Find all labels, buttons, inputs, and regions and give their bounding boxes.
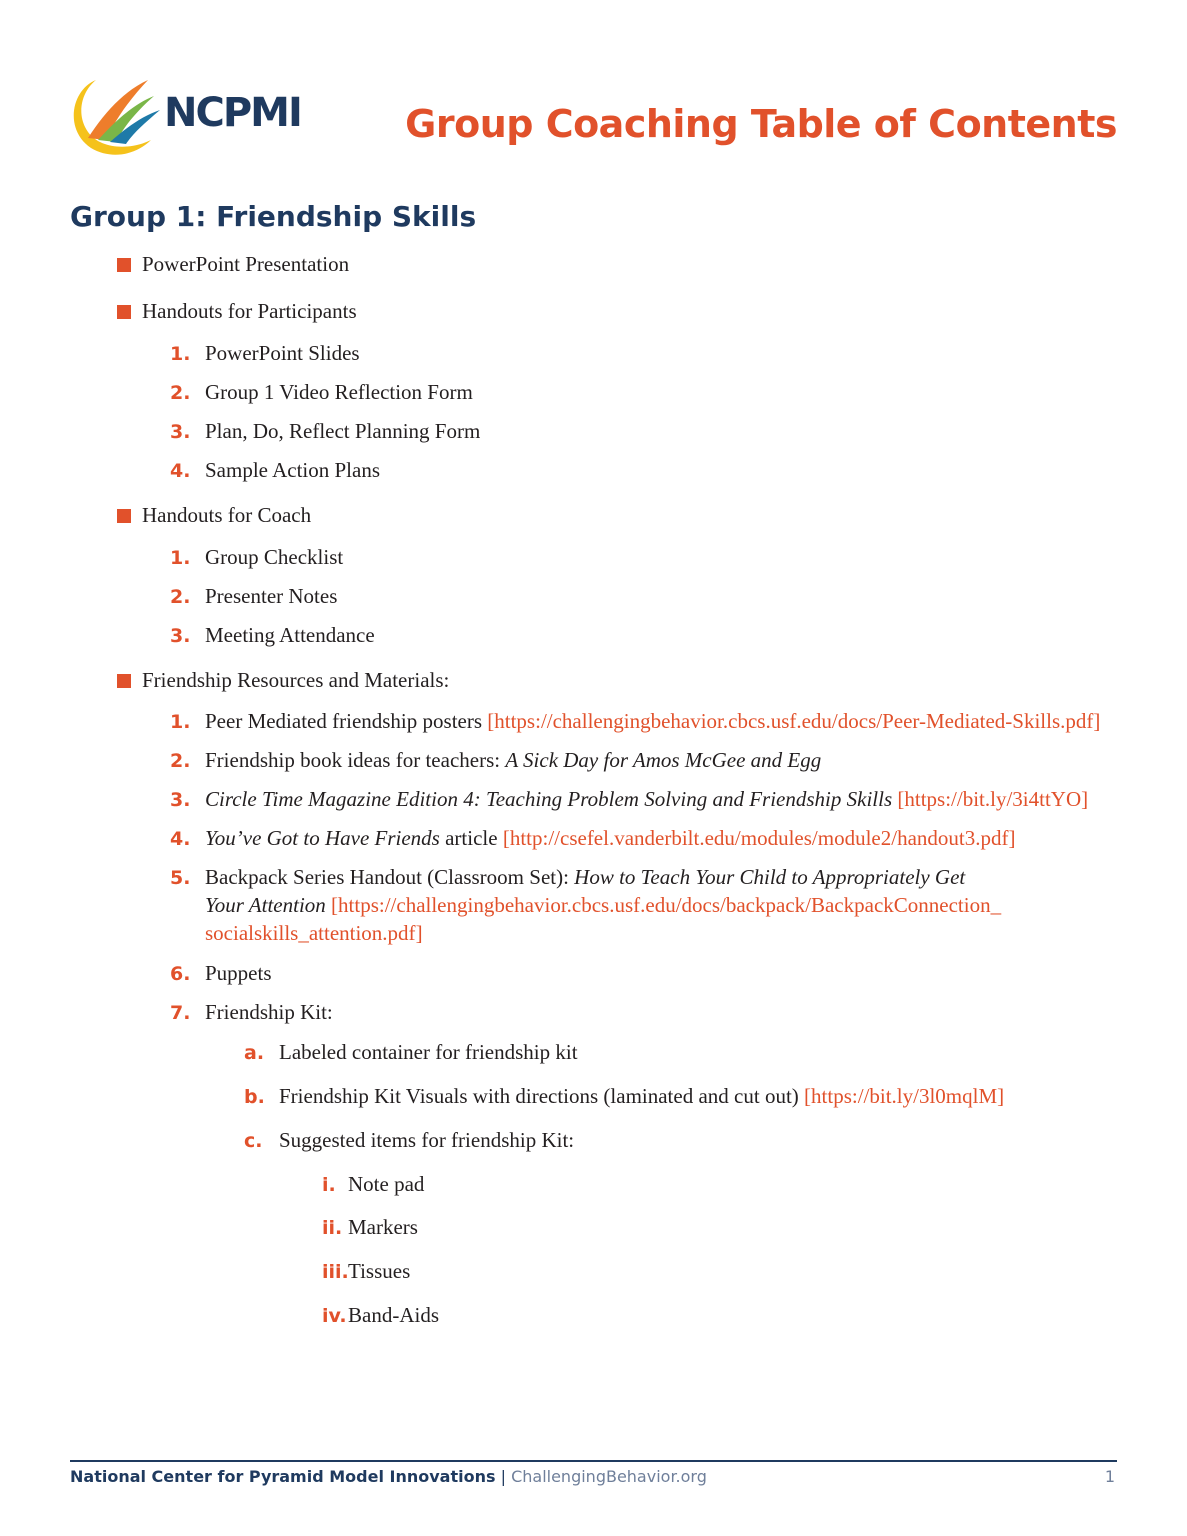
list-number: 3. xyxy=(170,625,191,647)
list-roman: iii. xyxy=(322,1261,349,1283)
link-bracket: ] xyxy=(415,921,423,945)
footer xyxy=(70,1467,707,1486)
list-item: Puppets xyxy=(205,961,272,985)
page-number: 1 xyxy=(1104,1467,1115,1486)
link-bracket: ] xyxy=(997,1084,1005,1108)
list-item-continuation xyxy=(205,919,423,947)
list-letter: a. xyxy=(244,1042,265,1064)
section-label: Handouts for Coach xyxy=(142,503,312,527)
resource-link[interactable]: https://bit.ly/3l0mqlM xyxy=(811,1084,998,1108)
list-item xyxy=(205,785,1088,813)
list-roman: iv. xyxy=(322,1305,347,1327)
list-item: Group 1 Video Reflection Form xyxy=(205,380,473,404)
list-number: 3. xyxy=(170,421,191,443)
list-number: 4. xyxy=(170,828,191,850)
item-text: Friendship book ideas for teachers: xyxy=(205,748,506,772)
logo-text: NCPMI xyxy=(164,90,301,136)
ncpmi-logo-mark xyxy=(66,70,306,160)
section-label: Handouts for Participants xyxy=(142,299,357,323)
list-item xyxy=(205,824,1015,852)
link-bracket: [ xyxy=(804,1084,812,1108)
list-number: 2. xyxy=(170,382,191,404)
list-item: Note pad xyxy=(348,1172,425,1196)
list-item: Friendship Kit: xyxy=(205,1000,333,1024)
square-bullet-icon xyxy=(117,674,131,688)
list-roman: i. xyxy=(322,1174,336,1196)
list-number: 2. xyxy=(170,586,191,608)
item-text: Friendship Kit Visuals with directions (laminated and cut out) xyxy=(279,1084,805,1108)
link-bracket: ] xyxy=(1081,787,1089,811)
list-number: 1. xyxy=(170,547,191,569)
item-text: Peer Mediated friendship posters xyxy=(205,709,488,733)
handout-title: Your Attention xyxy=(205,893,326,917)
resource-link[interactable]: https://bit.ly/3i4ttYO xyxy=(904,787,1082,811)
list-item: Markers xyxy=(348,1215,418,1239)
link-bracket: ] xyxy=(1008,826,1016,850)
resource-link[interactable]: http://csefel.vanderbilt.edu/modules/module2/handout3.pdf xyxy=(509,826,1009,850)
document-title: Group Coaching Table of Contents xyxy=(405,102,1117,146)
resource-link[interactable]: https://challengingbehavior.cbcs.usf.edu/docs/backpack/BackpackConnection_ xyxy=(338,893,1002,917)
list-item: Group Checklist xyxy=(205,545,344,569)
section-label: Friendship Resources and Materials: xyxy=(142,668,450,692)
link-bracket: [ xyxy=(897,787,905,811)
link-bracket: [ xyxy=(487,709,495,733)
list-item-continuation xyxy=(205,891,1001,919)
list-item xyxy=(205,746,821,774)
link-bracket: [ xyxy=(331,893,339,917)
item-text: article xyxy=(439,826,503,850)
square-bullet-icon xyxy=(117,305,131,319)
list-item: Suggested items for friendship Kit: xyxy=(279,1128,575,1152)
list-item xyxy=(279,1082,1004,1110)
list-letter: b. xyxy=(244,1086,265,1108)
footer-org-name: National Center for Pyramid Model Innovations xyxy=(70,1467,496,1486)
list-item: Meeting Attendance xyxy=(205,623,375,647)
footer-website-link[interactable]: ChallengingBehavior.org xyxy=(511,1467,707,1486)
resource-link[interactable]: https://challengingbehavior.cbcs.usf.edu/docs/Peer-Mediated-Skills.pdf xyxy=(494,709,1094,733)
list-number: 4. xyxy=(170,460,191,482)
group-heading: Group 1: Friendship Skills xyxy=(70,200,477,233)
list-roman: ii. xyxy=(322,1217,343,1239)
list-item: PowerPoint Slides xyxy=(205,341,360,365)
list-item: Sample Action Plans xyxy=(205,458,380,482)
square-bullet-icon xyxy=(117,258,131,272)
square-bullet-icon xyxy=(117,509,131,523)
magazine-title: Circle Time Magazine Edition 4: Teaching Problem Solving and Friendship Skills xyxy=(205,787,893,811)
list-number: 3. xyxy=(170,789,191,811)
list-number: 1. xyxy=(170,711,191,733)
resource-link[interactable]: socialskills_attention.pdf xyxy=(205,921,416,945)
link-bracket: [ xyxy=(502,826,510,850)
list-item: Band-Aids xyxy=(348,1303,439,1327)
link-bracket: ] xyxy=(1093,709,1101,733)
list-number: 1. xyxy=(170,343,191,365)
footer-divider xyxy=(70,1460,1117,1462)
section-label: PowerPoint Presentation xyxy=(142,252,350,276)
list-item: Labeled container for friendship kit xyxy=(279,1040,578,1064)
list-item: Tissues xyxy=(348,1259,411,1283)
list-number: 6. xyxy=(170,963,191,985)
list-item xyxy=(205,863,965,891)
handout-title: How to Teach Your Child to Appropriately Get xyxy=(574,865,966,889)
footer-separator: | xyxy=(500,1467,506,1486)
ncpmi-logo xyxy=(66,70,306,160)
book-title: A Sick Day for Amos McGee and Egg xyxy=(505,748,822,772)
list-item: Presenter Notes xyxy=(205,584,338,608)
article-title: You’ve Got to Have Friends xyxy=(205,826,440,850)
list-number: 5. xyxy=(170,867,191,889)
list-letter: c. xyxy=(244,1130,263,1152)
list-item xyxy=(205,707,1100,735)
list-item: Plan, Do, Reflect Planning Form xyxy=(205,419,481,443)
list-number: 7. xyxy=(170,1002,191,1024)
item-text: Backpack Series Handout (Classroom Set): xyxy=(205,865,575,889)
list-number: 2. xyxy=(170,750,191,772)
